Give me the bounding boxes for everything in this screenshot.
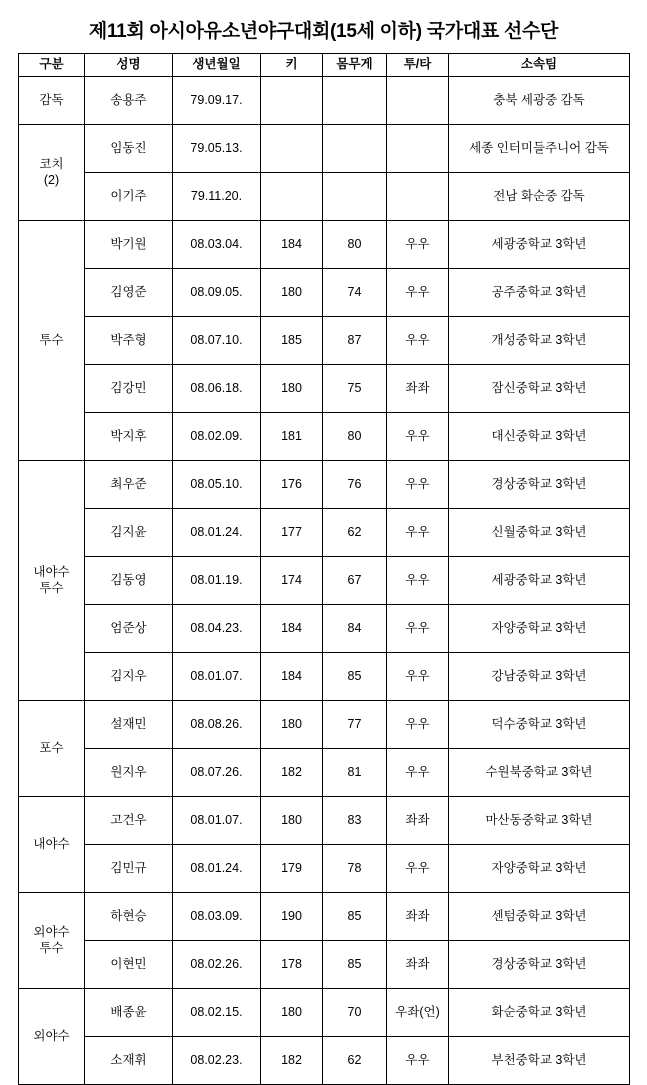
cell-weight: 78 — [323, 845, 387, 893]
group-sublabel: 투수 — [39, 940, 64, 955]
roster-table — [18, 53, 630, 1085]
cell-birth: 08.09.05. — [173, 269, 261, 317]
cell-team: 덕수중학교 3학년 — [449, 701, 630, 749]
table-row — [19, 173, 630, 221]
cell-throw-bat — [387, 173, 449, 221]
cell-birth: 08.01.24. — [173, 845, 261, 893]
cell-weight: 81 — [323, 749, 387, 797]
cell-throw-bat: 우우 — [387, 605, 449, 653]
group-label-cell — [19, 461, 85, 701]
cell-team: 세광중학교 3학년 — [449, 221, 630, 269]
cell-throw-bat: 좌좌 — [387, 797, 449, 845]
table-row — [19, 701, 630, 749]
cell-throw-bat: 우우 — [387, 749, 449, 797]
cell-birth: 08.01.07. — [173, 797, 261, 845]
cell-weight — [323, 173, 387, 221]
cell-throw-bat: 우우 — [387, 461, 449, 509]
cell-team: 자양중학교 3학년 — [449, 605, 630, 653]
cell-team: 세광중학교 3학년 — [449, 557, 630, 605]
cell-name: 하현승 — [85, 893, 173, 941]
cell-throw-bat: 우우 — [387, 845, 449, 893]
cell-name: 박지후 — [85, 413, 173, 461]
cell-weight: 76 — [323, 461, 387, 509]
cell-throw-bat: 우우 — [387, 557, 449, 605]
cell-weight: 85 — [323, 893, 387, 941]
cell-name: 이현민 — [85, 941, 173, 989]
cell-birth: 08.01.19. — [173, 557, 261, 605]
cell-team: 잠신중학교 3학년 — [449, 365, 630, 413]
cell-team: 센텀중학교 3학년 — [449, 893, 630, 941]
cell-team: 수원북중학교 3학년 — [449, 749, 630, 797]
cell-team: 자양중학교 3학년 — [449, 845, 630, 893]
cell-height — [261, 77, 323, 125]
group-label-cell — [19, 989, 85, 1085]
cell-birth: 08.01.24. — [173, 509, 261, 557]
cell-name: 이기주 — [85, 173, 173, 221]
cell-height: 182 — [261, 1037, 323, 1085]
cell-weight: 87 — [323, 317, 387, 365]
cell-name: 김민규 — [85, 845, 173, 893]
group-label-cell — [19, 701, 85, 797]
cell-name: 설재민 — [85, 701, 173, 749]
cell-birth: 08.02.23. — [173, 1037, 261, 1085]
cell-birth: 08.02.15. — [173, 989, 261, 1037]
cell-throw-bat: 좌좌 — [387, 941, 449, 989]
cell-weight — [323, 77, 387, 125]
table-row — [19, 509, 630, 557]
cell-name: 박주형 — [85, 317, 173, 365]
group-label: 내야수 — [33, 564, 70, 579]
cell-height: 180 — [261, 701, 323, 749]
cell-name: 김지우 — [85, 653, 173, 701]
column-header-group: 구분 — [19, 54, 85, 77]
cell-throw-bat: 우좌(언) — [387, 989, 449, 1037]
cell-team: 부천중학교 3학년 — [449, 1037, 630, 1085]
group-label: 감독 — [39, 92, 64, 107]
group-label: 투수 — [39, 332, 64, 347]
cell-throw-bat: 좌좌 — [387, 893, 449, 941]
cell-name: 원지우 — [85, 749, 173, 797]
cell-name: 박기원 — [85, 221, 173, 269]
cell-throw-bat: 우우 — [387, 1037, 449, 1085]
cell-weight: 80 — [323, 413, 387, 461]
cell-weight: 74 — [323, 269, 387, 317]
cell-birth: 08.07.10. — [173, 317, 261, 365]
group-label-cell — [19, 221, 85, 461]
cell-height: 176 — [261, 461, 323, 509]
cell-team: 세종 인터미들주니어 감독 — [449, 125, 630, 173]
table-row — [19, 1037, 630, 1085]
column-header-team: 소속팀 — [449, 54, 630, 77]
cell-weight: 70 — [323, 989, 387, 1037]
cell-name: 김강민 — [85, 365, 173, 413]
cell-name: 소재휘 — [85, 1037, 173, 1085]
cell-height: 180 — [261, 269, 323, 317]
table-row — [19, 365, 630, 413]
group-label: 외야수 — [33, 924, 70, 939]
cell-birth: 08.02.26. — [173, 941, 261, 989]
table-row — [19, 797, 630, 845]
cell-height: 182 — [261, 749, 323, 797]
group-sublabel: 투수 — [39, 580, 64, 595]
cell-weight: 85 — [323, 653, 387, 701]
group-label: 내야수 — [33, 836, 70, 851]
cell-team: 신월중학교 3학년 — [449, 509, 630, 557]
cell-birth: 08.01.07. — [173, 653, 261, 701]
cell-throw-bat: 우우 — [387, 317, 449, 365]
cell-birth: 08.05.10. — [173, 461, 261, 509]
cell-throw-bat: 우우 — [387, 653, 449, 701]
cell-throw-bat — [387, 77, 449, 125]
table-row — [19, 941, 630, 989]
group-label: 포수 — [39, 740, 64, 755]
cell-height: 185 — [261, 317, 323, 365]
column-header-weight: 몸무게 — [323, 54, 387, 77]
cell-weight: 80 — [323, 221, 387, 269]
cell-birth: 79.05.13. — [173, 125, 261, 173]
cell-birth: 08.02.09. — [173, 413, 261, 461]
cell-throw-bat: 우우 — [387, 221, 449, 269]
table-row — [19, 221, 630, 269]
table-row — [19, 317, 630, 365]
cell-name: 최우준 — [85, 461, 173, 509]
group-label-cell — [19, 125, 85, 221]
cell-weight: 84 — [323, 605, 387, 653]
column-header-birth: 생년월일 — [173, 54, 261, 77]
table-row — [19, 989, 630, 1037]
cell-throw-bat: 우우 — [387, 509, 449, 557]
cell-weight: 62 — [323, 1037, 387, 1085]
cell-team: 개성중학교 3학년 — [449, 317, 630, 365]
cell-team: 강남중학교 3학년 — [449, 653, 630, 701]
page-title: 제11회 아시아유소년야구대회(15세 이하) 국가대표 선수단 — [88, 21, 559, 42]
cell-name: 임동진 — [85, 125, 173, 173]
group-label-cell — [19, 893, 85, 989]
cell-weight — [323, 125, 387, 173]
table-row — [19, 125, 630, 173]
cell-team: 전남 화순중 감독 — [449, 173, 630, 221]
cell-name: 배종윤 — [85, 989, 173, 1037]
table-row — [19, 653, 630, 701]
cell-height: 174 — [261, 557, 323, 605]
cell-height: 180 — [261, 797, 323, 845]
cell-height: 181 — [261, 413, 323, 461]
cell-weight: 67 — [323, 557, 387, 605]
cell-birth: 79.09.17. — [173, 77, 261, 125]
cell-throw-bat: 우우 — [387, 413, 449, 461]
cell-birth: 08.04.23. — [173, 605, 261, 653]
cell-birth: 08.03.04. — [173, 221, 261, 269]
cell-team: 공주중학교 3학년 — [449, 269, 630, 317]
table-header — [19, 54, 630, 77]
cell-height: 184 — [261, 653, 323, 701]
cell-birth: 08.03.09. — [173, 893, 261, 941]
column-header-height: 키 — [261, 54, 323, 77]
cell-birth: 08.07.26. — [173, 749, 261, 797]
cell-birth: 08.08.26. — [173, 701, 261, 749]
group-label: 외야수 — [33, 1028, 70, 1043]
table-row — [19, 557, 630, 605]
cell-weight: 77 — [323, 701, 387, 749]
table-row — [19, 845, 630, 893]
table-row — [19, 893, 630, 941]
cell-throw-bat: 좌좌 — [387, 365, 449, 413]
cell-name: 김영준 — [85, 269, 173, 317]
table-row — [19, 413, 630, 461]
cell-height: 178 — [261, 941, 323, 989]
table-header-row — [19, 54, 630, 77]
table-body — [19, 77, 630, 1085]
cell-name: 김동영 — [85, 557, 173, 605]
cell-height — [261, 173, 323, 221]
cell-height: 180 — [261, 365, 323, 413]
cell-team: 경상중학교 3학년 — [449, 461, 630, 509]
cell-birth: 79.11.20. — [173, 173, 261, 221]
group-sublabel: (2) — [43, 172, 60, 187]
cell-height — [261, 125, 323, 173]
cell-team: 화순중학교 3학년 — [449, 989, 630, 1037]
cell-weight: 75 — [323, 365, 387, 413]
table-row — [19, 605, 630, 653]
cell-name: 엄준상 — [85, 605, 173, 653]
group-label-cell — [19, 797, 85, 893]
cell-height: 180 — [261, 989, 323, 1037]
cell-name: 고건우 — [85, 797, 173, 845]
cell-weight: 62 — [323, 509, 387, 557]
cell-height: 184 — [261, 605, 323, 653]
cell-name: 송용주 — [85, 77, 173, 125]
cell-throw-bat: 우우 — [387, 701, 449, 749]
cell-height: 184 — [261, 221, 323, 269]
group-label-cell — [19, 77, 85, 125]
column-header-name: 성명 — [85, 54, 173, 77]
table-row — [19, 749, 630, 797]
cell-weight: 83 — [323, 797, 387, 845]
cell-birth: 08.06.18. — [173, 365, 261, 413]
cell-team: 대신중학교 3학년 — [449, 413, 630, 461]
table-row — [19, 269, 630, 317]
cell-team: 경상중학교 3학년 — [449, 941, 630, 989]
cell-throw-bat — [387, 125, 449, 173]
cell-team: 충북 세광중 감독 — [449, 77, 630, 125]
cell-team: 마산동중학교 3학년 — [449, 797, 630, 845]
group-label: 코치 — [39, 156, 64, 171]
cell-throw-bat: 우우 — [387, 269, 449, 317]
cell-height: 179 — [261, 845, 323, 893]
cell-height: 190 — [261, 893, 323, 941]
cell-name: 김지윤 — [85, 509, 173, 557]
column-header-throw-bat: 투/타 — [387, 54, 449, 77]
cell-weight: 85 — [323, 941, 387, 989]
table-row — [19, 461, 630, 509]
cell-height: 177 — [261, 509, 323, 557]
table-row — [19, 77, 630, 125]
